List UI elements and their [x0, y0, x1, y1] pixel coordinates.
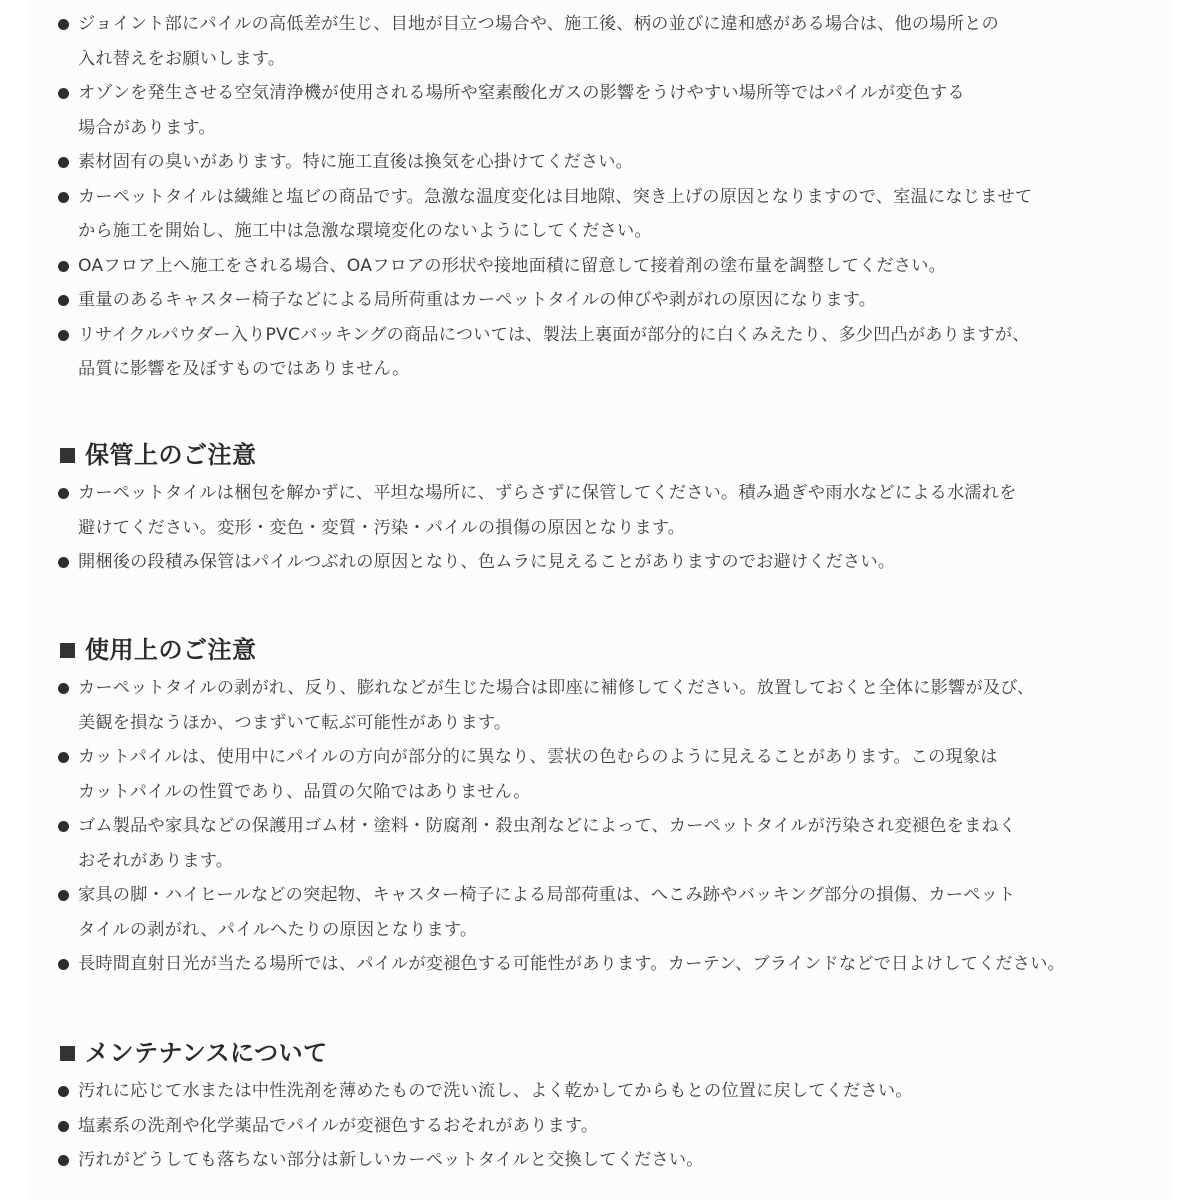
item-text-line: 家具の脚・ハイヒールなどの突起物、キャスター椅子による局部荷重は、へこみ跡やバッキング部分の損傷、カーペット: [78, 885, 1016, 905]
item-text-line: おそれがあります。: [78, 850, 234, 871]
square-marker-icon: [60, 643, 75, 658]
bullet-icon: [58, 959, 69, 970]
bullet-icon: [58, 821, 69, 832]
bullet-icon: [58, 488, 69, 499]
square-marker-icon: [60, 448, 75, 463]
bullet-icon: [58, 295, 69, 306]
list-item: [58, 7, 1168, 76]
item-text-line: 重量のあるキャスター椅子などによる局所荷重はカーペットタイルの伸びや剥がれの原因になります。: [78, 290, 877, 310]
bullet-icon: [58, 19, 69, 30]
item-text-line: 長時間直射日光が当たる場所では、パイルが変褪色する可能性があります。カーテン、ブラインドなどで日よけしてください。: [78, 954, 1065, 974]
item-text-line: カーペットタイルは梱包を解かずに、平坦な場所に、ずらさずに保管してください。積み過ぎや雨水などによる水濡れを: [78, 483, 1017, 503]
item-text-line: OAフロア上へ施工をされる場合、OAフロアの形状や接地面積に留意して接着剤の塗布量を調整してください。: [78, 255, 946, 276]
item-text-line: カットパイルの性質であり、品質の欠陥ではありません。: [78, 781, 531, 802]
list-item: [58, 878, 1168, 947]
section-heading-text: 使用上のご注意: [85, 636, 257, 664]
bullet-icon: [58, 192, 69, 203]
list-item: [58, 1074, 1168, 1109]
item-text-line: カーペットタイルは繊維と塩ビの商品です。急激な温度変化は目地隙、突き上げの原因となりますので、室温になじませて: [78, 186, 1033, 207]
list-item: [58, 476, 1168, 545]
section-heading-text: メンテナンスについて: [85, 1039, 328, 1067]
item-text-line: 素材固有の臭いがあります。特に施工直後は換気を心掛けてください。: [78, 152, 634, 172]
section-maintenance: [58, 1036, 1168, 1178]
section-heading: [58, 438, 1168, 472]
list-item: [58, 947, 1168, 982]
item-text-line: オゾンを発生させる空気清浄機が使用される場所や窒素酸化ガスの影響をうけやすい場所等ではパイルが変色する: [78, 83, 965, 103]
list-item: [58, 809, 1168, 878]
item-text-line: リサイクルパウダー入りPVCバッキングの商品については、製法上裏面が部分的に白くみえたり、多少凹凸がありますが、: [78, 324, 1030, 345]
item-text-line: 避けてください。変形・変色・変質・汚染・パイルの損傷の原因となります。: [78, 517, 686, 538]
item-text-line: 美観を損なうほか、つまずいて転ぶ可能性があります。: [78, 712, 512, 733]
bullet-icon: [58, 1086, 69, 1097]
bullet-icon: [58, 1155, 69, 1166]
item-text-line: カットパイルは、使用中にパイルの方向が部分的に異なり、雲状の色むらのように見えることがあります。この現象は: [78, 747, 998, 767]
list-item: [58, 180, 1168, 249]
list-item: [58, 145, 1168, 180]
item-text-line: 場合があります。: [78, 117, 216, 138]
item-text-line: ゴム製品や家具などの保護用ゴム材・塗料・防腐剤・殺虫剤などによって、カーペットタイルが汚染され変褪色をまねく: [78, 816, 1017, 836]
list-item: [58, 283, 1168, 318]
list-item: [58, 740, 1168, 809]
section-construction-notes: [58, 7, 1168, 387]
item-text-line: 汚れがどうしても落ちない部分は新しいカーペットタイルと交換してください。: [78, 1150, 704, 1170]
section-heading-text: 保管上のご注意: [85, 441, 257, 469]
list-item: [58, 1143, 1168, 1178]
item-text-line: 開梱後の段積み保管はパイルつぶれの原因となり、色ムラに見えることがありますのでお避けください。: [78, 552, 896, 572]
item-text-line: 品質に影響を及ぼすものではありません。: [78, 359, 410, 379]
square-marker-icon: [60, 1046, 75, 1061]
item-text-line: 塩素系の洗剤や化学薬品でパイルが変褪色するおそれがあります。: [78, 1115, 599, 1136]
list-item: [58, 76, 1168, 145]
item-text-line: ジョイント部にパイルの高低差が生じ、目地が目立つ場合や、施工後、柄の並びに違和感がある場合は、他の場所との: [78, 14, 999, 34]
list-item: [58, 1109, 1168, 1144]
section-storage-notes: [58, 438, 1168, 580]
list-item: [58, 249, 1168, 284]
item-text-line: タイルの剥がれ、パイルへたりの原因となります。: [78, 919, 478, 940]
bullet-icon: [58, 557, 69, 568]
item-text-line: 汚れに応じて水または中性洗剤を薄めたもので洗い流し、よく乾かしてからもとの位置に戻してください。: [78, 1081, 913, 1101]
list-item: [58, 318, 1168, 387]
section-heading: [58, 633, 1168, 667]
bullet-icon: [58, 890, 69, 901]
bullet-icon: [58, 1121, 69, 1132]
bullet-icon: [58, 330, 69, 341]
bullet-icon: [58, 261, 69, 272]
list-item: [58, 545, 1168, 580]
bullet-icon: [58, 683, 69, 694]
section-heading: [58, 1036, 1168, 1070]
item-text-line: カーペットタイルの剥がれ、反り、膨れなどが生じた場合は即座に補修してください。放置しておくと全体に影響が及び、: [78, 678, 1035, 698]
list-item: [58, 671, 1168, 740]
item-text-line: 入れ替えをお願いします。: [78, 48, 286, 69]
bullet-icon: [58, 752, 69, 763]
item-text-line: から施工を開始し、施工中は急激な環境変化のないようにしてください。: [78, 221, 652, 241]
section-usage-notes: [58, 633, 1168, 982]
bullet-icon: [58, 157, 69, 168]
bullet-icon: [58, 88, 69, 99]
